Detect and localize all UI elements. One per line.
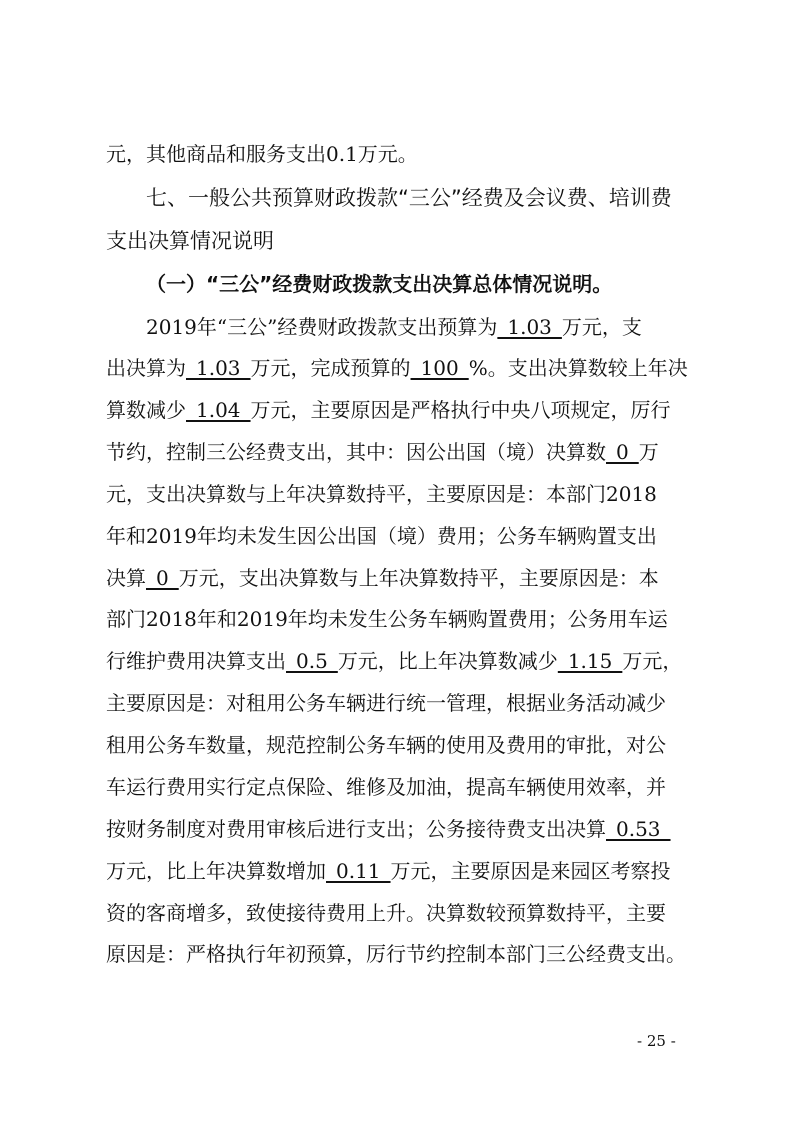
underlined-figure: 1.15 [557,649,623,673]
underlined-figure: 100 [410,356,469,380]
text-run: 万元，比上年决算数减少 [337,649,558,673]
underlined-figure: 1.03 [186,356,251,380]
text-run: 万元，完成预算的 [250,356,411,380]
text-run: 万元， [622,649,683,673]
text-run: 元，支出决算数与上年决算数持平，主要原因是：本部门2018 [106,482,657,506]
text-run: 算数减少 [106,398,186,422]
paragraph-line [106,857,688,885]
text-run: 七、一般公共预算财政拨款“三公”经费及会议费、培训费 [146,186,672,210]
paragraph-line [106,522,688,550]
paragraph-line [106,140,688,168]
text-run: 行维护费用决算支出 [106,649,286,673]
text-run: 部门2018年和2019年均未发生公务车辆购置费用；公务用车运 [106,607,668,631]
section-heading-line [106,227,688,255]
paragraph-line [106,773,688,801]
text-run: 租用公务车数量，规范控制公务车辆的使用及费用的审批，对公 [106,733,666,757]
document-page: 元，其他商品和服务支出0.1万元。 七、一般公共预算财政拨款“三公”经费及会议费、培训费 支出决算情况说明 （一）“三公”经费财政拨款支出决算总体情况说明。 2019年“三公”经费财政拨款支出预算为 1.03 万元，支 出决算为 1.03 万元，完成预算的 100 %。支出决算数较上年决 算数减少 1.04 万元，主要原因是严格执行中央八项规定，厉行 节约，控制三公经费支出，其中：因公出国（境）决算数 0 万 元，支出决算数与上年决算数持平，主要原因是：本部门2018 年和2019年均未发生因公出国（境）费用；公务车辆购置支出 决算 0 万元，支出决算数与上年决算数持平，主要原因是：本 部门2018年和2019年均未发生公务车辆购置费用；公务用车运 行维护费用决算支出 0.5 万元，比上年决算数减少 1.15 万元， 主要原因是：对租用公务车辆进行统一管理，根据业务活动减少 租用公务车数量，规范控制公务车辆的使用及费用的审批，对公 车运行费用实行定点保险、维修及加油，提高车辆使用效率，并 按财务制度对费用审核后进行支出；公务接待费支出决算 0.53 万元，比上年决算数增加 0.11 万元，主要原因是来园区考察投 资的客商增多，致使接待费用上升。决算数较预算数持平，主要 原因是：严格执行年初预算，厉行节约控制本部门三公经费支出。 - 25 - [106,142,688,1050]
section-heading-line [146,184,688,212]
text-run: %。支出决算数较上年决 [468,356,688,380]
paragraph-line [106,731,688,759]
paragraph-line [106,815,688,843]
underlined-figure: 1.04 [186,398,251,422]
text-run: 决算 [106,566,146,590]
text-run: 资的客商增多，致使接待费用上升。决算数较预算数持平，主要 [106,901,666,925]
text-run: 万元，主要原因是严格执行中央八项规定，厉行 [250,398,671,422]
text-run: 主要原因是：对租用公务车辆进行统一管理，根据业务活动减少 [106,691,666,715]
paragraph-line [106,899,688,927]
paragraph-line [106,480,688,508]
text-run: 节约，控制三公经费支出，其中：因公出国（境）决算数 [106,440,606,464]
subsection-heading-line [146,270,688,298]
paragraph-line [106,940,688,968]
underlined-figure: 0.11 [326,859,391,883]
text-run: 万元，支出决算数与上年决算数持平，主要原因是：本 [178,566,659,590]
underlined-figure: 0 [606,440,639,464]
paragraph-line [106,647,688,675]
paragraph-line [106,564,688,592]
text-run: 出决算为 [106,356,186,380]
underlined-figure: 1.03 [497,315,562,339]
underlined-figure: 0.53 [606,817,671,841]
text-run: 年和2019年均未发生因公出国（境）费用；公务车辆购置支出 [106,524,657,548]
paragraph-line [106,396,688,424]
text-run: 2019年“三公”经费财政拨款支出预算为 [146,315,498,339]
underlined-figure: 0.5 [286,649,338,673]
text-run: 车运行费用实行定点保险、维修及加油，提高车辆使用效率，并 [106,775,666,799]
paragraph-line [106,605,688,633]
paragraph-line [106,354,688,382]
text-run: 按财务制度对费用审核后进行支出；公务接待费支出决算 [106,817,606,841]
text-run: 万元，主要原因是来园区考察投 [390,859,671,883]
text-run: 支出决算情况说明 [106,229,274,253]
text-run: 万元，支 [561,315,642,339]
paragraph-line [106,689,688,717]
text-run: 原因是：严格执行年初预算，厉行节约控制本部门三公经费支出。 [106,942,686,966]
text-run: 元，其他商品和服务支出0.1万元。 [106,142,418,166]
text-run: 万 [638,440,659,464]
paragraph-line [146,313,688,341]
underlined-figure: 0 [146,566,179,590]
text-run: （一）“三公”经费财政拨款支出决算总体情况说明。 [146,272,613,296]
text-run: 万元，比上年决算数增加 [106,859,326,883]
paragraph-line [106,438,688,466]
